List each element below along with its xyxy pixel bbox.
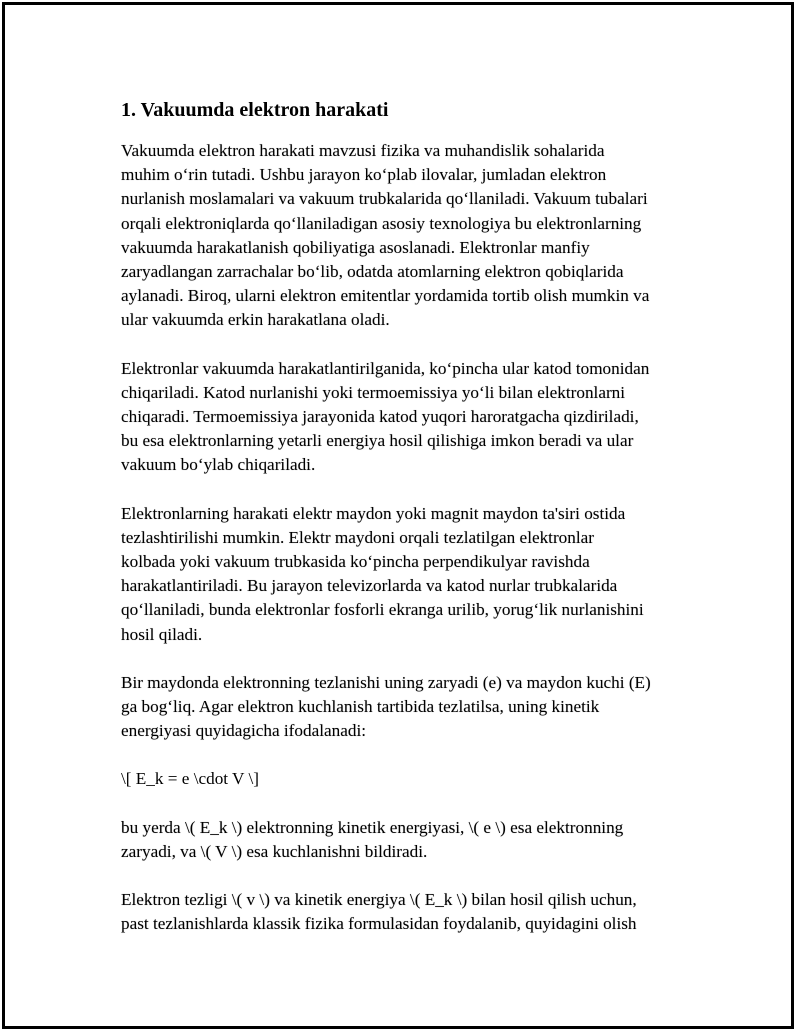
text-line: ular vakuumda erkin harakatlana oladi. <box>121 310 390 330</box>
text-line: past tezlanishlarda klassik fizika formulasidan foydalanib, quyidagini olish <box>121 914 637 934</box>
text-line: bu esa elektronlarning yetarli energiya hosil qilishiga imkon beradi va ular <box>121 431 634 451</box>
text-line: kolbada yoki vakuum trubkasida koʻpincha perpendikulyar ravishda <box>121 552 590 572</box>
text-line: aylanadi. Biroq, ularni elektron emitentlar yordamida tortib olish mumkin va <box>121 286 650 306</box>
paragraph-intro <box>121 139 711 333</box>
formula-kinetic-energy: \[ E_k = e \cdot V \] <box>121 769 259 789</box>
text-line: zaryadlangan zarrachalar boʻlib, odatda atomlarning elektron qobiqlarida <box>121 262 624 282</box>
text-line: bu yerda \( E_k \) elektronning kinetik energiyasi, \( e \) esa elektronning <box>121 817 624 837</box>
paragraph-fields <box>121 502 711 647</box>
paragraph-formula-explanation <box>121 816 711 864</box>
text-line: chiqaradi. Termoemissiya jarayonida katod yuqori haroratgacha qizdiriladi, <box>121 407 639 427</box>
paragraph-acceleration <box>121 671 711 744</box>
text-line: hosil qiladi. <box>121 624 203 644</box>
text-line: ga bogʻliq. Agar elektron kuchlanish tartibida tezlatilsa, uning kinetik <box>121 697 600 717</box>
document-content <box>121 97 711 960</box>
text-line: vakuumda harakatlanish qobiliyatiga asoslanadi. Elektronlar manfiy <box>121 237 590 257</box>
text-line: qoʻllaniladi, bunda elektronlar fosforli ekranga urilib, yorugʻlik nurlanishini <box>121 600 644 620</box>
text-line: Bir maydonda elektronning tezlanishi uning zaryadi (e) va maydon kuchi (E) <box>121 672 651 692</box>
page-frame <box>2 2 794 1029</box>
text-line: tezlashtirilishi mumkin. Elektr maydoni orqali tezlatilgan elektronlar <box>121 527 595 547</box>
text-line: chiqariladi. Katod nurlanishi yoki termoemissiya yoʻli bilan elektronlarni <box>121 382 626 402</box>
text-line: Elektron tezligi \( v \) va kinetik energiya \( E_k \) bilan hosil qilish uchun, <box>121 890 637 910</box>
text-line: harakatlantiriladi. Bu jarayon televizorlarda va katod nurlar trubkalarida <box>121 576 618 596</box>
section-title: 1. Vakuumda elektron harakati <box>121 99 389 121</box>
text-line: muhim oʻrin tutadi. Ushbu jarayon koʻplab ilovalar, jumladan elektron <box>121 165 607 185</box>
text-line: Elektronlarning harakati elektr maydon yoki magnit maydon ta'siri ostida <box>121 503 626 523</box>
text-line: Elektronlar vakuumda harakatlantirilganida, koʻpincha ular katod tomonidan <box>121 358 650 378</box>
text-line: zaryadi, va \( V \) esa kuchlanishni bildiradi. <box>121 841 428 861</box>
paragraph-velocity <box>121 888 711 936</box>
text-line: nurlanish moslamalari va vakuum trubkalarida qoʻllaniladi. Vakuum tubalari <box>121 189 648 209</box>
text-line: Vakuumda elektron harakati mavzusi fizika va muhandislik sohalarida <box>121 141 605 160</box>
text-line: orqali elektroniqlarda qoʻllaniladigan asosiy texnologiya bu elektronlarning <box>121 213 642 233</box>
paragraph-cathode <box>121 357 711 478</box>
text-line: energiyasi quyidagicha ifodalanadi: <box>121 721 366 741</box>
text-line: vakuum boʻylab chiqariladi. <box>121 455 316 475</box>
